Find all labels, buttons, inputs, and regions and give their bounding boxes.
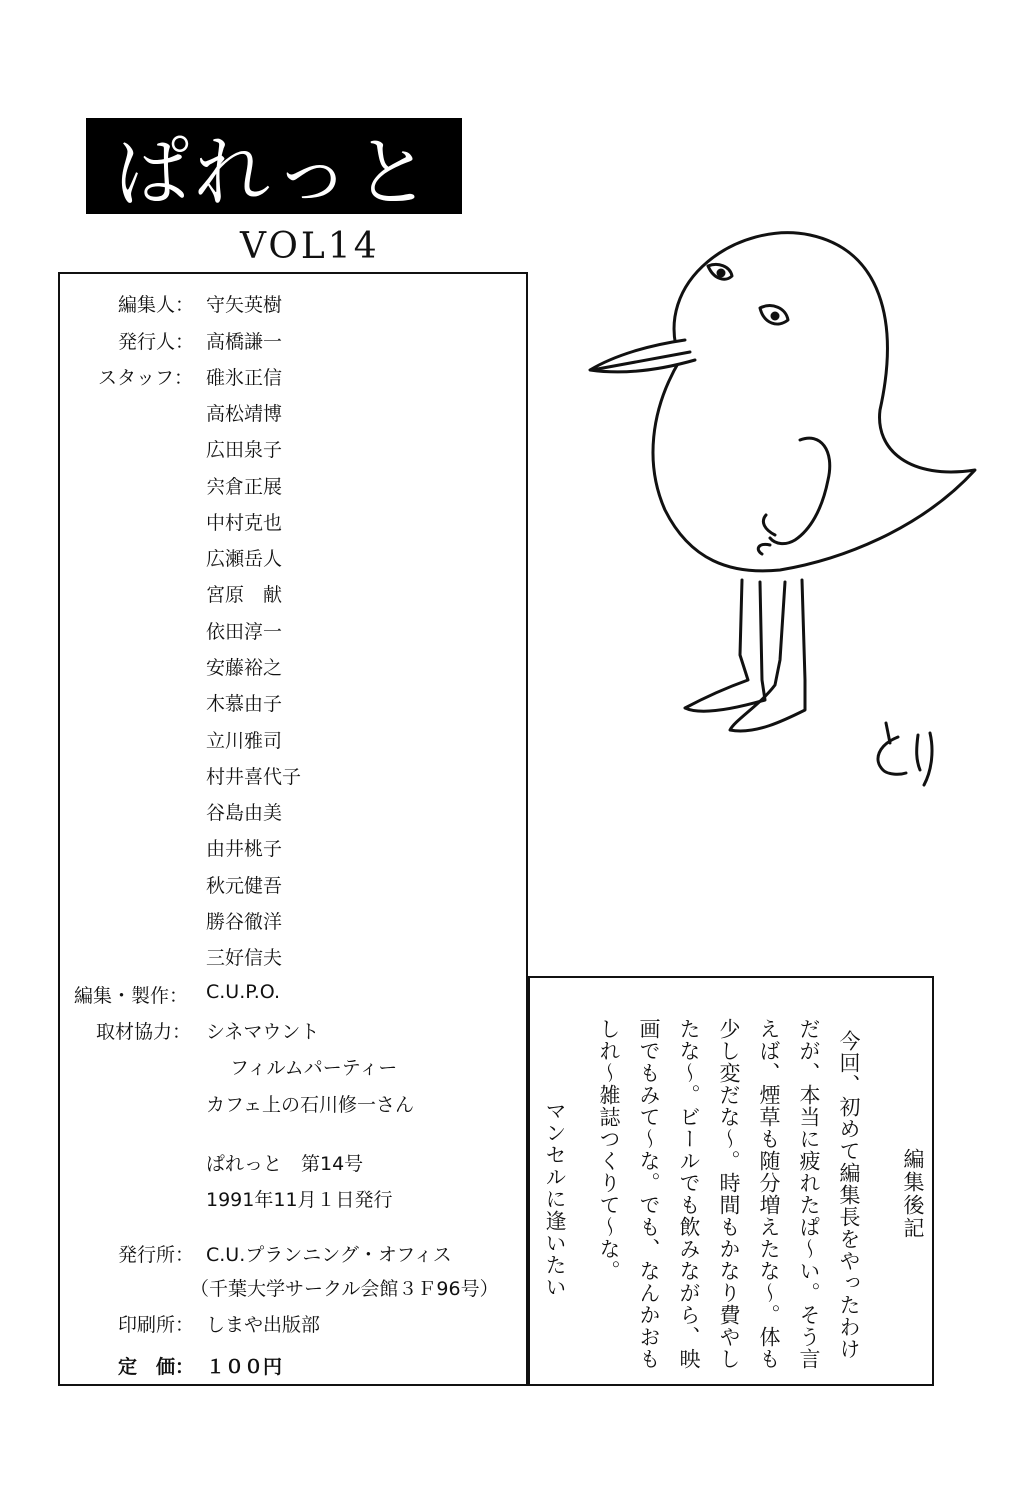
staff-name: 宮原 献 bbox=[206, 584, 283, 606]
credits-box bbox=[58, 272, 528, 1386]
staff-label: スタッフ： bbox=[98, 367, 194, 389]
cooperation-name: カフェ上の石川修一さん bbox=[206, 1094, 415, 1116]
staff-name: 由井桃子 bbox=[206, 838, 283, 860]
staff-name: 依田淳一 bbox=[206, 621, 283, 643]
editor-label: 編集人： bbox=[118, 294, 195, 316]
staff-name: 立川雅司 bbox=[206, 730, 283, 752]
postscript-signature: マンセルに逢いたい bbox=[543, 1100, 567, 1298]
price-value: １００円 bbox=[206, 1356, 283, 1378]
printer-label: 印刷所： bbox=[118, 1314, 195, 1336]
cooperation-label: 取材協力： bbox=[96, 1021, 192, 1043]
office-label: 発行所： bbox=[118, 1244, 195, 1266]
staff-name: 安藤裕之 bbox=[206, 657, 283, 679]
editor-name: 守矢英樹 bbox=[206, 294, 283, 316]
staff-name: 宍倉正展 bbox=[206, 476, 283, 498]
volume-number: VOL14 bbox=[240, 226, 380, 267]
price-label: 定 価： bbox=[118, 1356, 195, 1378]
staff-name: 広瀬岳人 bbox=[206, 548, 283, 570]
postscript-line: 少し変だな〜。時間もかなり費やし bbox=[717, 1018, 741, 1370]
production-label: 編集・製作： bbox=[74, 985, 189, 1007]
postscript-line: えば、煙草も随分増えたな〜。体も bbox=[757, 1018, 781, 1370]
staff-name: 碓氷正信 bbox=[206, 367, 283, 389]
publisher-name: 高橋謙一 bbox=[206, 331, 283, 353]
staff-name: 谷島由美 bbox=[206, 802, 283, 824]
cooperation-name: シネマウント bbox=[206, 1021, 320, 1043]
staff-name: 秋元健吾 bbox=[206, 875, 283, 897]
staff-name: 勝谷徹洋 bbox=[206, 911, 283, 933]
issue-date: 1991年11月１日発行 bbox=[206, 1189, 393, 1211]
illustration-signature bbox=[868, 715, 943, 795]
magazine-title: ぱれっと bbox=[86, 118, 462, 214]
printer-name: しまや出版部 bbox=[206, 1314, 321, 1336]
postscript-line: だが、本当に疲れたぱ〜い。そう言 bbox=[797, 1018, 821, 1370]
staff-name: 中村克也 bbox=[206, 512, 283, 534]
postscript-line: 今回、初めて編集長をやったわけ bbox=[837, 1030, 861, 1360]
cooperation-name: フィルムパーティー bbox=[230, 1057, 398, 1079]
bird-illustration bbox=[580, 210, 980, 800]
issue-name: ぱれっと 第14号 bbox=[206, 1153, 364, 1175]
publisher-label: 発行人： bbox=[118, 331, 195, 353]
postscript-line: たな〜。ビールでも飲みながら、映 bbox=[677, 1018, 701, 1370]
postscript-title: 編集後記 bbox=[901, 1148, 925, 1240]
staff-name: 広田泉子 bbox=[206, 439, 283, 461]
office-address: （千葉大学サークル会館３Ｆ96号） bbox=[190, 1278, 499, 1300]
staff-name: 村井喜代子 bbox=[206, 766, 302, 788]
staff-name: 木慕由子 bbox=[206, 693, 283, 715]
postscript-line: 画でもみて〜な。でも、なんかおも bbox=[637, 1018, 661, 1370]
office-name: C.U.プランニング・オフィス bbox=[206, 1244, 452, 1266]
staff-name: 高松靖博 bbox=[206, 403, 283, 425]
production-name: C.U.P.O. bbox=[206, 981, 281, 1003]
postscript-line: しれ〜雑誌つくりて〜な。 bbox=[597, 1018, 621, 1282]
staff-name: 三好信夫 bbox=[206, 947, 283, 969]
